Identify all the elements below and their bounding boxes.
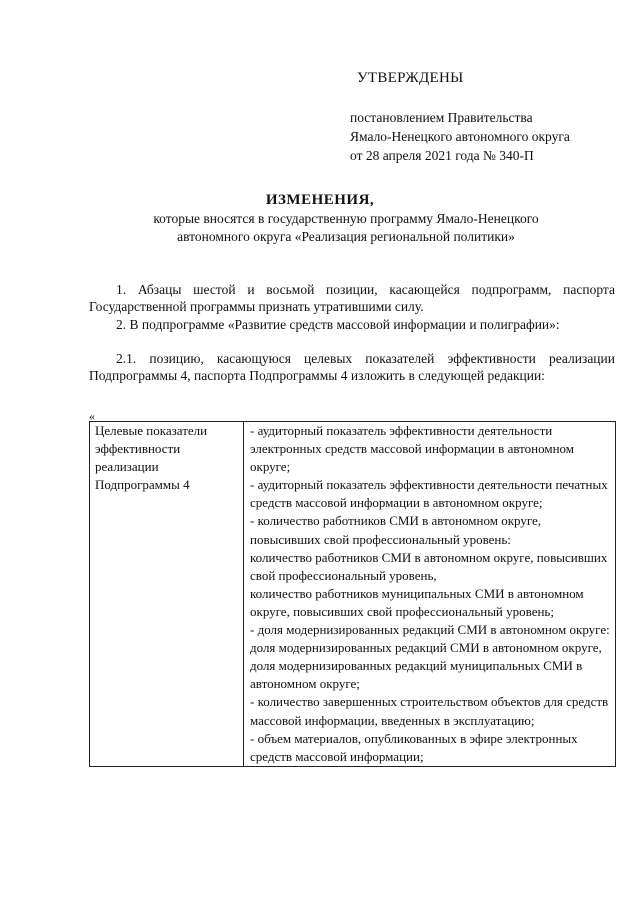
- table-row: [90, 422, 616, 767]
- indicator-list-cell: [244, 422, 616, 767]
- list-item: доля модернизированных редакций СМИ в автономном округе,: [250, 640, 602, 656]
- list-item: - объем материалов, опубликованных в эфире электронных средств массовой информации;: [250, 730, 578, 764]
- document-subtitle: [118, 210, 574, 246]
- subtitle-line: которые вносятся в государственную программу Ямало-Ненецкого: [153, 211, 539, 226]
- list-item: - доля модернизированных редакций СМИ в автономном округе:: [250, 622, 610, 638]
- indicators-table: [89, 421, 616, 767]
- decree-reference: [350, 108, 570, 165]
- list-item: - количество работников СМИ в автономном округе, повысивших свой профессиональный уровень:: [250, 513, 542, 547]
- paragraph-2: 2. В подпрограмме «Развитие средств массовой информации и полиграфии»:: [116, 317, 560, 332]
- list-item: - аудиторный показатель эффективности деятельности печатных средств массовой информации в автономном округе;: [250, 477, 608, 511]
- list-item: - количество завершенных строительством объектов для средств массовой информации, введенных в эксплуатацию;: [250, 694, 609, 728]
- list-item: количество работников муниципальных СМИ в автономном округе, повысивших свой профессиональный уровень;: [250, 585, 584, 619]
- approved-heading: УТВЕРЖДЕНЫ: [357, 70, 464, 86]
- indicator-label-cell: Целевые показатели эффективности реализации Подпрограммы 4: [90, 422, 244, 767]
- paragraph-1: 1. Абзацы шестой и восьмой позиции, касающейся подпрограмм, паспорта Государственной программы признать утратившими силу.: [89, 282, 615, 314]
- list-item: - аудиторный показатель эффективности деятельности электронных средств массовой информации в автономном округе;: [250, 423, 575, 475]
- decree-line: постановлением Правительства: [350, 110, 533, 125]
- list-item: доля модернизированных редакций муниципальных СМИ в автономном округе;: [250, 658, 583, 692]
- decree-line: Ямало-Ненецкого автономного округа: [350, 129, 570, 144]
- opening-quote-mark: «: [89, 409, 95, 423]
- document-title: ИЗМЕНЕНИЯ,: [265, 192, 375, 208]
- list-item: количество работников СМИ в автономном округе, повысивших свой профессиональный уровень,: [250, 549, 608, 583]
- decree-line: от 28 апреля 2021 года № 340-П: [350, 148, 534, 163]
- subtitle-line: автономного округа «Реализация региональной политики»: [177, 229, 515, 244]
- paragraph-2-1: 2.1. позицию, касающуюся целевых показателей эффективности реализации Подпрограммы 4, паспорта Подпрограммы 4 изложить в следующей редакции:: [89, 351, 615, 383]
